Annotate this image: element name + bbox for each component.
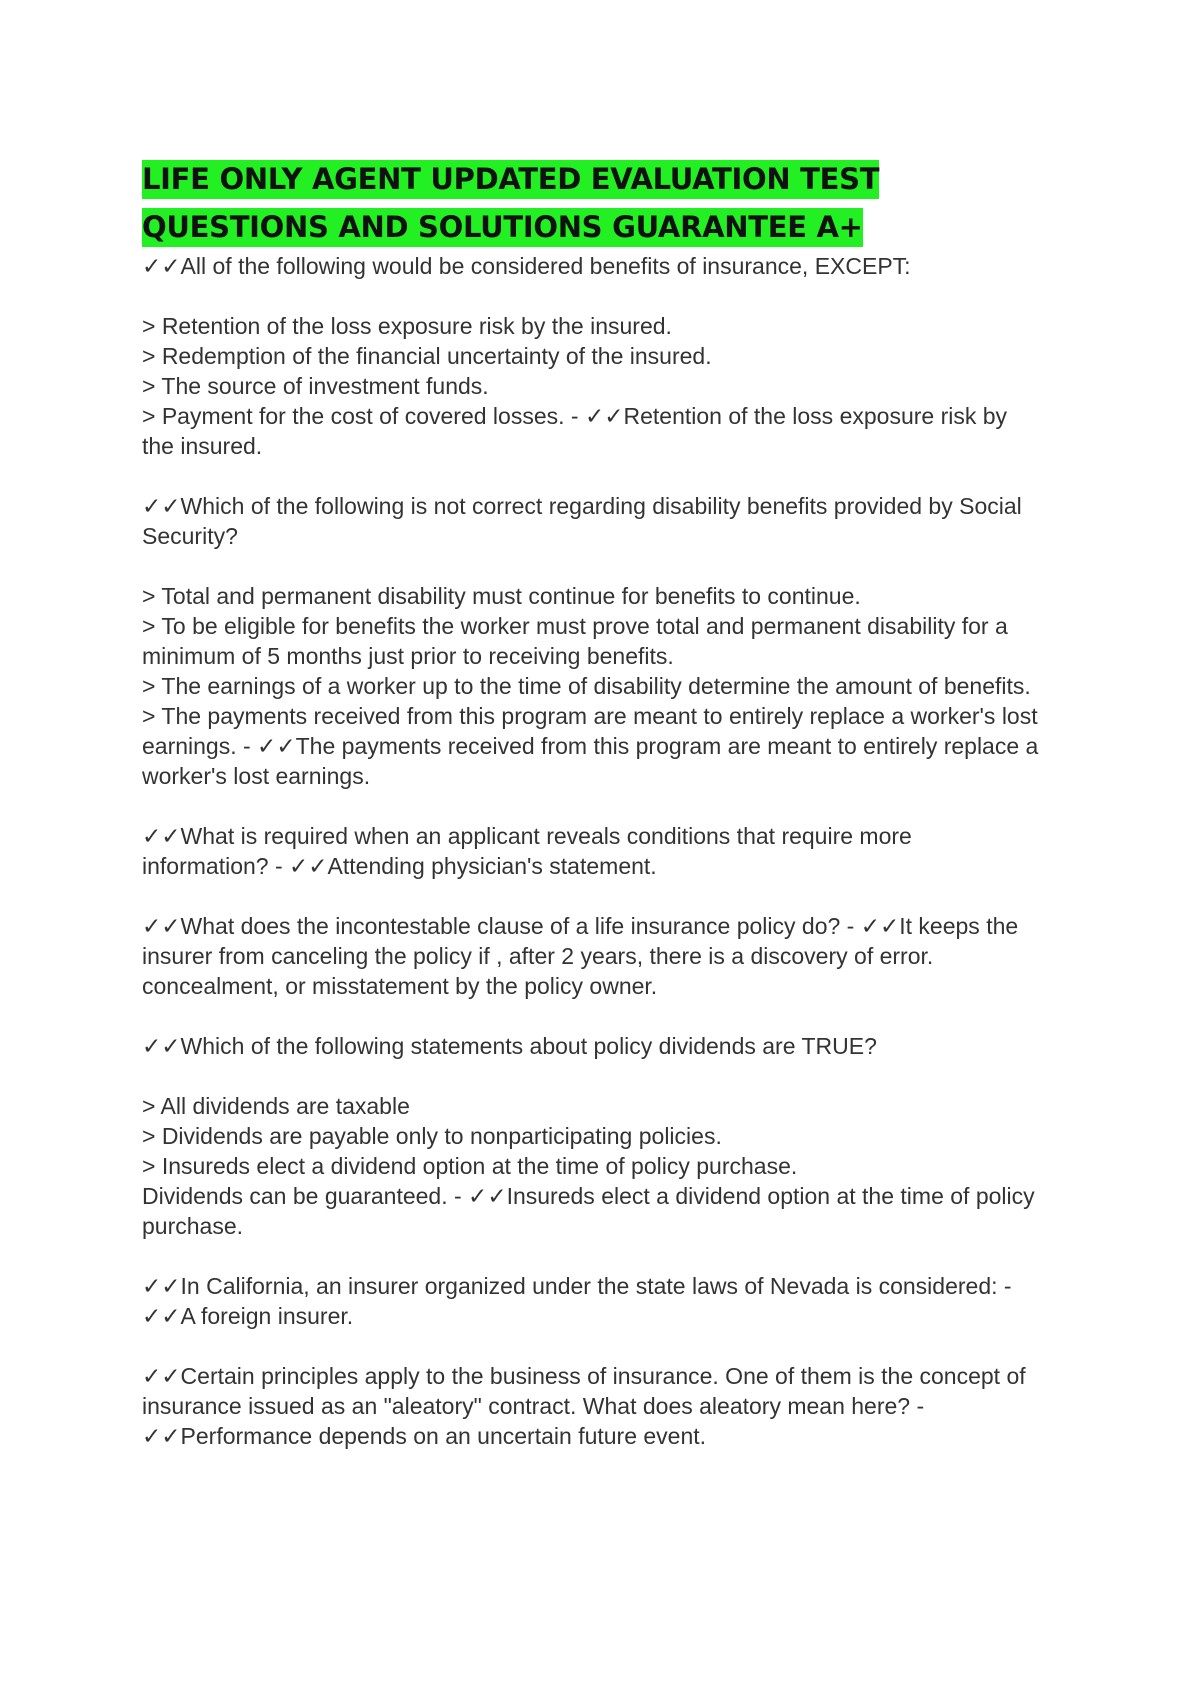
- question-6-line-1: ✓✓In California, an insurer organized under the state laws of Nevada is considered: -: [142, 1273, 1012, 1299]
- question-2-text: ✓✓Which of the following is not correct regarding disability benefits provided by Social: [142, 493, 1022, 519]
- question-1-option-3: > The source of investment funds.: [142, 373, 489, 399]
- question-1-option-4: > Payment for the cost of covered losses. - ✓✓Retention of the loss exposure risk by: [142, 403, 1008, 429]
- question-2-option-4-cont-2: worker's lost earnings.: [142, 763, 371, 789]
- question-2-option-2-cont: minimum of 5 months just prior to receiving benefits.: [142, 643, 674, 669]
- question-4-line-3: concealment, or misstatement by the policy owner.: [142, 973, 658, 999]
- question-6: [142, 1271, 1072, 1331]
- question-5: [142, 1031, 1072, 1241]
- question-3-line-2: information? - ✓✓Attending physician's statement.: [142, 853, 657, 879]
- document-page: [142, 155, 1072, 1451]
- question-1-text: ✓✓All of the following would be considered benefits of insurance, EXCEPT:: [142, 253, 911, 279]
- document-title: [142, 155, 1072, 251]
- question-6-line-2: ✓✓A foreign insurer.: [142, 1303, 354, 1329]
- question-1-option-1: > Retention of the loss exposure risk by the insured.: [142, 313, 672, 339]
- question-1: [142, 251, 1072, 461]
- question-5-option-4-cont: purchase.: [142, 1213, 244, 1239]
- question-2-option-4-cont: earnings. - ✓✓The payments received from this program are meant to entirely replace a: [142, 733, 1039, 759]
- question-7: [142, 1361, 1072, 1451]
- question-5-option-3: > Insureds elect a dividend option at the time of policy purchase.: [142, 1153, 798, 1179]
- question-3-line-1: ✓✓What is required when an applicant reveals conditions that require more: [142, 823, 912, 849]
- question-2-option-4: > The payments received from this program are meant to entirely replace a worker's lost: [142, 703, 1038, 729]
- question-2-option-3: > The earnings of a worker up to the time of disability determine the amount of benefits.: [142, 673, 1031, 699]
- question-5-text: ✓✓Which of the following statements about policy dividends are TRUE?: [142, 1033, 877, 1059]
- question-1-option-4-cont: the insured.: [142, 433, 263, 459]
- question-4: [142, 911, 1072, 1001]
- question-1-option-2: > Redemption of the financial uncertainty of the insured.: [142, 343, 712, 369]
- question-5-option-4: Dividends can be guaranteed. - ✓✓Insureds elect a dividend option at the time of policy: [142, 1183, 1035, 1209]
- question-5-option-2: > Dividends are payable only to nonparticipating policies.: [142, 1123, 722, 1149]
- question-3: [142, 821, 1072, 881]
- question-5-option-1: > All dividends are taxable: [142, 1093, 410, 1119]
- question-2-option-2: > To be eligible for benefits the worker must prove total and permanent disability for a: [142, 613, 1008, 639]
- question-7-line-1: ✓✓Certain principles apply to the business of insurance. One of them is the concept of: [142, 1363, 1026, 1389]
- title-line-1: LIFE ONLY AGENT UPDATED EVALUATION TEST: [142, 160, 879, 199]
- question-4-line-2: insurer from canceling the policy if , after 2 years, there is a discovery of error.: [142, 943, 934, 969]
- title-line-2: QUESTIONS AND SOLUTIONS GUARANTEE A+: [142, 208, 863, 247]
- question-2-option-1: > Total and permanent disability must continue for benefits to continue.: [142, 583, 861, 609]
- question-2-text-cont: Security?: [142, 523, 238, 549]
- question-2: [142, 491, 1072, 791]
- question-4-line-1: ✓✓What does the incontestable clause of a life insurance policy do? - ✓✓It keeps the: [142, 913, 1019, 939]
- question-7-line-3: ✓✓Performance depends on an uncertain future event.: [142, 1423, 707, 1449]
- question-7-line-2: insurance issued as an "aleatory" contract. What does aleatory mean here? -: [142, 1393, 925, 1419]
